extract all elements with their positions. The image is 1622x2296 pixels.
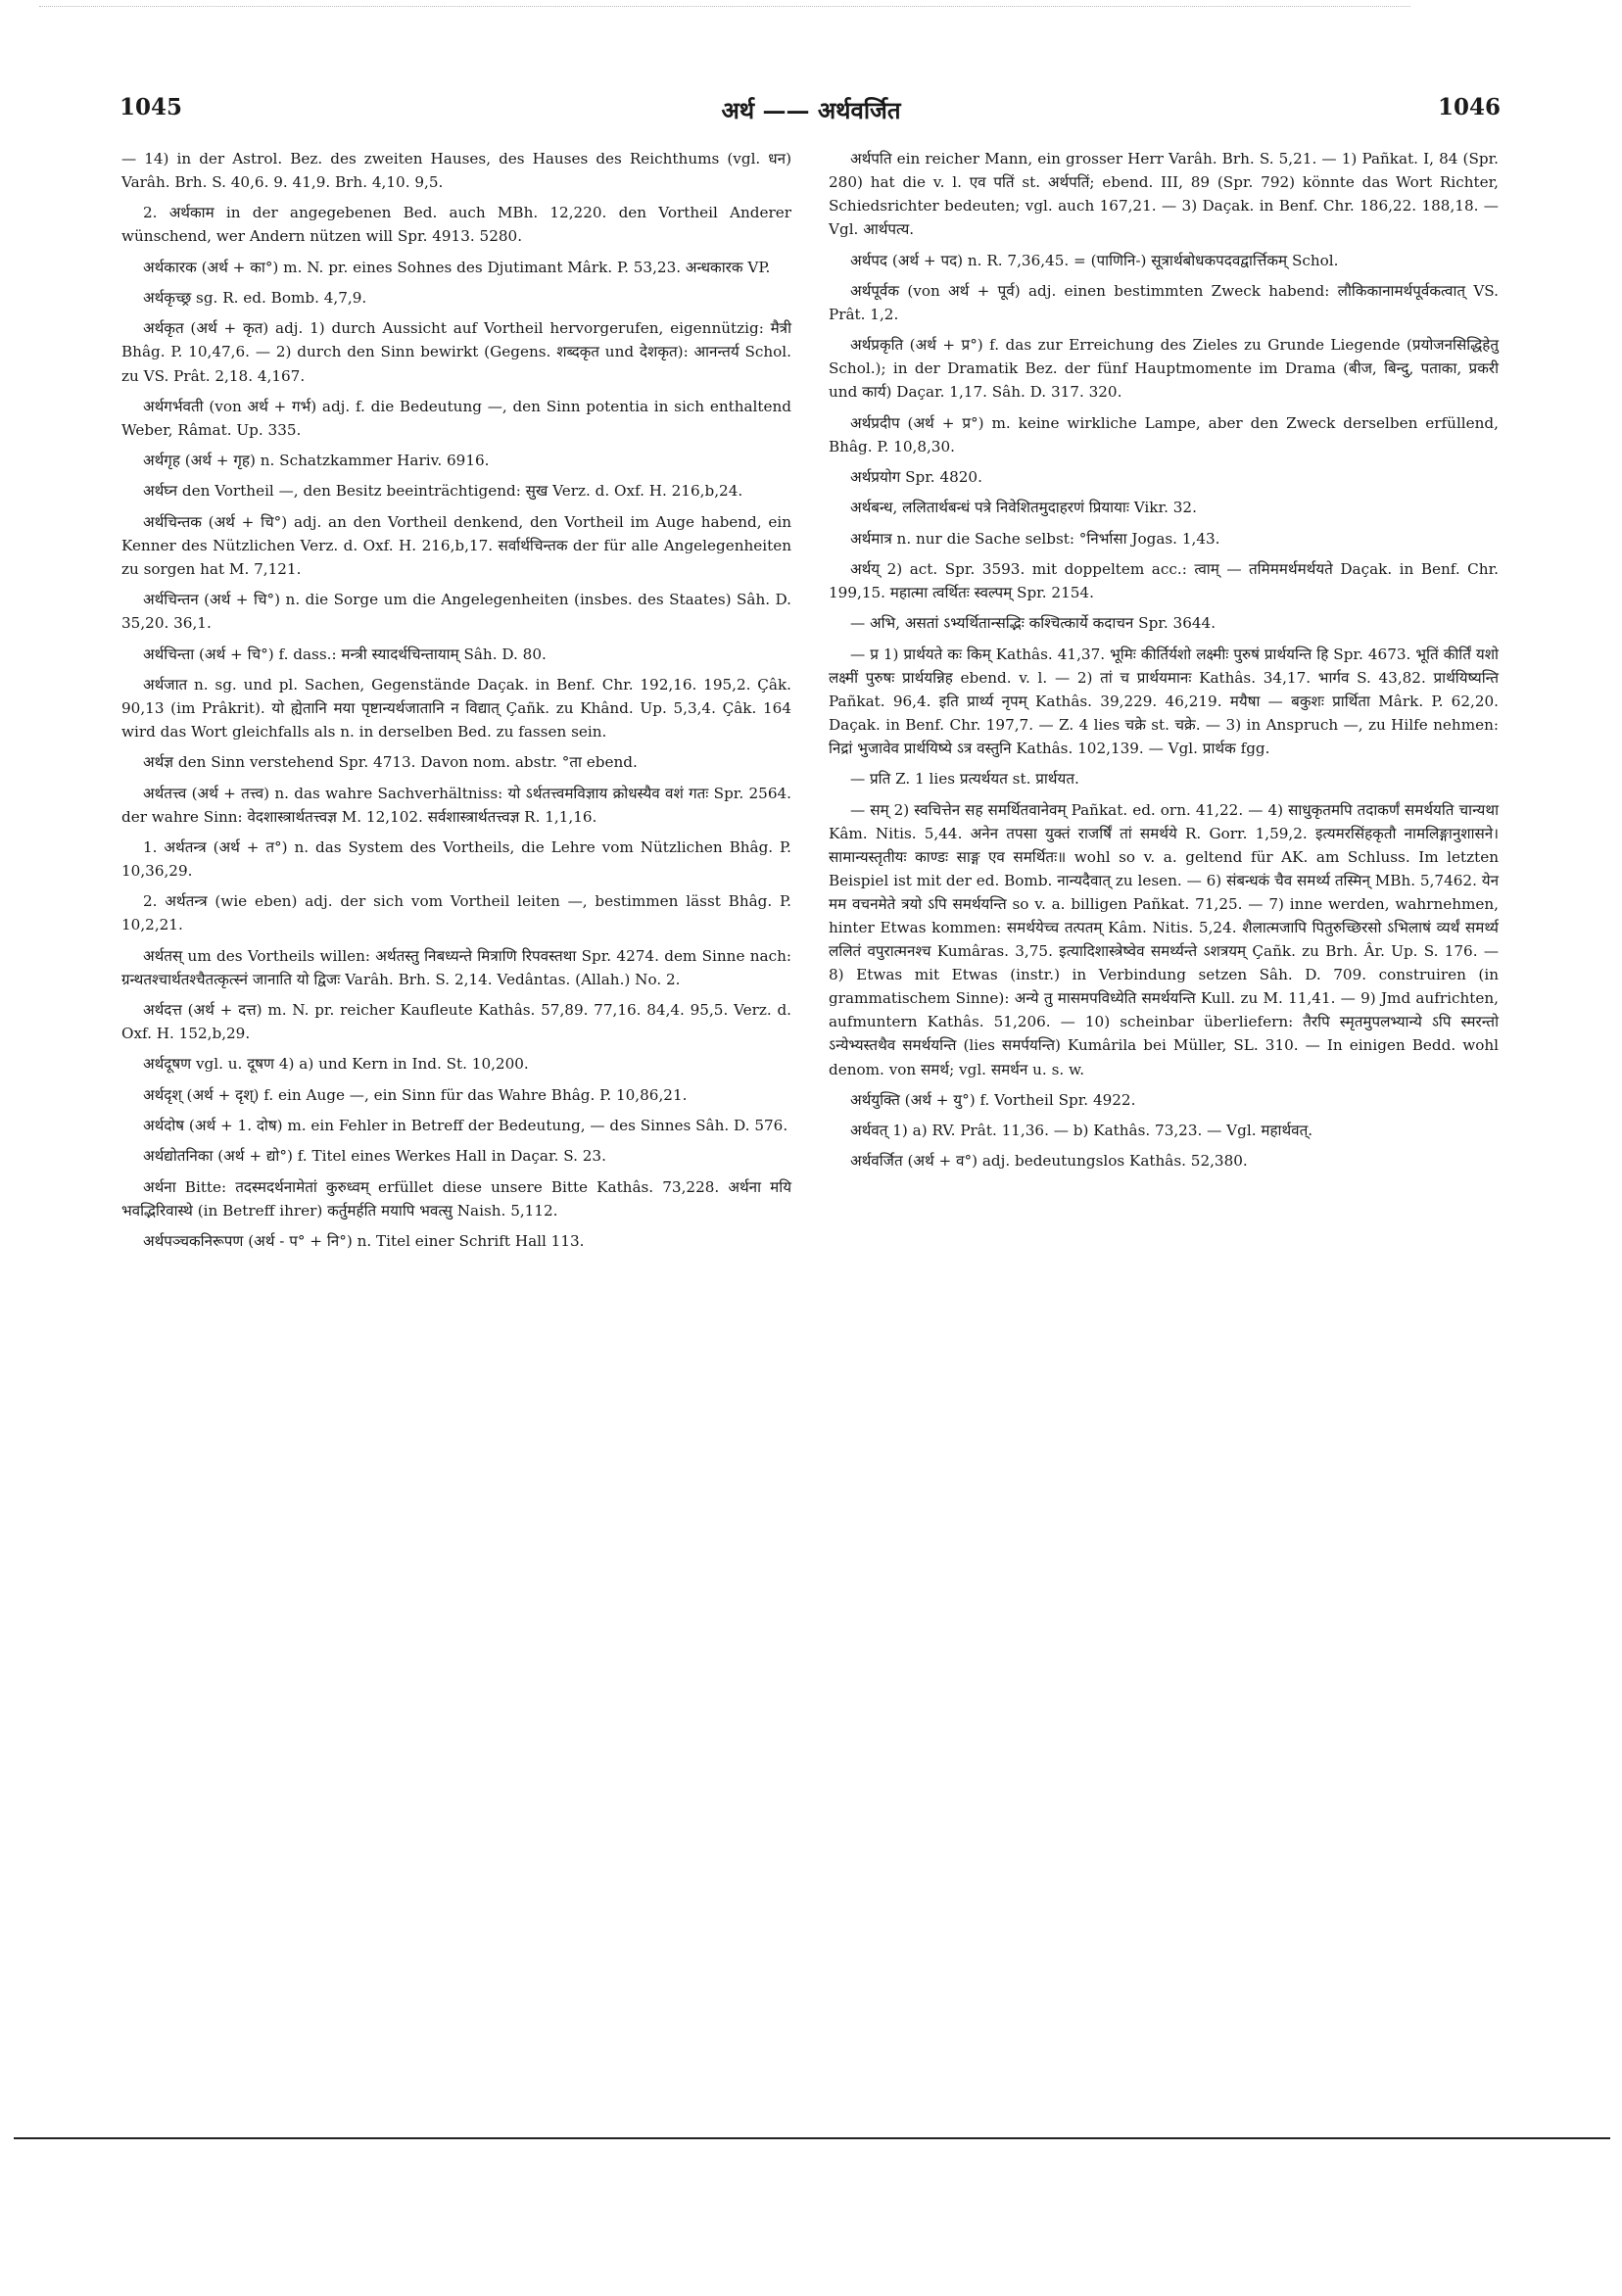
dictionary-entry: — सम् 2) स्वचित्तेन सह समर्थितवानेवम् Pañkat. ed. orn. 41,22. — 4) साधुकृतमपि तदाकर्णं समर्थयति चान्यथा Kâm. Nitis. 5,44. अनेन तपसा युक्तं राजर्षिं तां समर्थये R. Gorr. 1,59,2. इत्यमरसिंहकृतौ नामलिङ्गानुशासने। सामान्यस्तृतीयः काण्डः साङ्ग एव समर्थितः॥ wohl so v. a. geltend für AK. am Schluss. Im letzten Beispiel ist mit der ed. Bomb. नान्यदैवात् zu lesen. — 6) संबन्धकं चैव समर्थ्य तस्मिन् MBh. 5,7462. येन मम वचनमेते त्रयो ऽपि समर्थयन्ति so v. a. billigen Pañkat. 71,25. — 7) inne werden, wahrnehmen, hinter Etwas kommen: समर्थयेच्च तत्पतम् Kâm. Nitis. 5,24. शैलात्मजापि पितुरुच्छिरसो ऽभिलाषं व्यर्थं समर्थ्य ललितं वपुरात्मनश्च Kumâras. 3,75. इत्यादिशास्त्रेष्वेव समर्थ्यन्ते ऽशत्रयम् Çañk. zu Brh. Âr. Up. S. 176. — 8) Etwas mit Etwas (instr.) in Verbindung setzen Sâh. D. 709. construiren (in grammatischem Sinne): अन्ये तु मासमपविध्येति समर्थयन्ति Kull. zu M. 11,41. — 9) Jmd aufrichten, aufmuntern Kathâs. 51,206. — 10) scheinbar überliefern: तैरपि स्मृतमुपलभ्यान्ये ऽपि स्मरन्तो ऽन्येभ्यस्तथैव समर्थयन्ति (lies समर्पयन्ति) Kumârila bei Müller, SL. 310. — In einigen Bedd. wohl denom. von समर्थ; vgl. समर्थन u. s. w.: [829, 800, 1499, 1078]
dictionary-entry: अर्थकारक (अर्थ + का°) m. N. pr. eines Sohnes des Djutimant Mârk. P. 53,23. अन्धकारक VP.: [143, 258, 771, 276]
dictionary-entry: — 14) in der Astrol. Bez. des zweiten Hauses, des Hauses des Reichthums (vgl. धन) Varâh. Brh. S. 40,6. 9. 41,9. Brh. 4,10. 9,5.: [121, 150, 791, 192]
dictionary-entry: अर्थज्ञ den Sinn verstehend Spr. 4713. Davon nom. abstr. °ता ebend.: [143, 753, 638, 772]
dictionary-entry: अर्थघ्न den Vortheil —, den Besitz beeinträchtigend: सुख Verz. d. Oxf. H. 216,b,24.: [143, 482, 743, 501]
dictionary-entry: अर्थबन्ध, ललितार्थबन्धं पत्रे निवेशितमुदाहरणं प्रियायाः Vikr. 32.: [850, 499, 1197, 517]
dictionary-entry: अर्थपूर्वक (von अर्थ + पूर्व) adj. einen bestimmten Zweck habend: लौकिकानामर्थपूर्वकत्वात् VS. Prât. 1,2.: [829, 281, 1499, 323]
left-page-number: 1045: [119, 94, 183, 120]
dictionary-entry: अर्थकृत (अर्थ + कृत) adj. 1) durch Aussicht auf Vortheil hervorgerufen, eigennützig: मैत्री Bhâg. P. 10,47,6. — 2) durch den Sinn bewirkt (Gegens. शब्दकृत und देशकृत): आनन्तर्य Schol. zu VS. Prât. 2,18. 4,167.: [121, 319, 791, 385]
dictionary-entry: 1. अर्थतन्त्र (अर्थ + त°) n. das System des Vortheils, die Lehre vom Nützlichen Bhâg. P. 10,36,29.: [121, 837, 791, 881]
right-page-number: 1046: [1438, 94, 1502, 120]
dictionary-entry: — प्रति Z. 1 lies प्रत्यर्थयत st. प्रार्थयत.: [850, 770, 1079, 789]
dictionary-entry: — प्र 1) प्रार्थयते कः किम् Kathâs. 41,37. भूमिः कीर्तिर्यशो लक्ष्मीः पुरुषं प्रार्थयन्ति हि Spr. 4673. भूतिं कीर्तिं यशो लक्ष्मीं पुरुषः प्रार्थयन्निह ebend. v. l. — 2) तां च प्रार्थयमानः Kathâs. 34,17. भार्गव S. 43,82. प्रार्थयिष्यन्ति Pañkat. 96,4. इति प्रार्थ्य नृपम् Kathâs. 39,229. 46,219. मयैषा — बकुशः प्रार्थिता Mârk. P. 62,20. Daçak. in Benf. Chr. 197,7. — Z. 4 lies चक्रे st. चक्रे. — 3) in Anspruch —, zu Hilfe nehmen: निद्रां भुजावेव प्रार्थयिष्ये ऽत्र वस्तुनि Kathâs. 102,139. — Vgl. प्रार्थक fgg.: [829, 645, 1499, 757]
dictionary-entry: अर्थवत् 1) a) RV. Prât. 11,36. — b) Kathâs. 73,23. — Vgl. महार्थवत्.: [850, 1122, 1313, 1140]
dictionary-entry: अर्थचिन्ता (अर्थ + चि°) f. dass.: मन्त्री स्यादर्थचिन्तायाम् Sâh. D. 80.: [143, 645, 547, 663]
dictionary-entry: अर्थपति ein reicher Mann, ein grosser Herr Varâh. Brh. S. 5,21. — 1) Pañkat. I, 84 (Spr. 280) hat die v. l. एव पतिं st. अर्थपतिं; ebend. III, 89 (Spr. 792) könnte das Wort Richter, Schiedsrichter bedeuten; vgl. auch 167,21. — 3) Daçak. in Benf. Chr. 186,22. 188,18. — Vgl. आर्थपत्य.: [829, 150, 1499, 239]
bottom-rule: [14, 2137, 1610, 2139]
dictionary-entry: अर्थपद (अर्थ + पद) n. R. 7,36,45. = (पाणिनि-) सूत्रार्थबोधकपदवद्वार्त्तिकम् Schol.: [850, 251, 1339, 269]
dictionary-entry: अर्थचिन्तक (अर्थ + चि°) adj. an den Vortheil denkend, den Vortheil im Auge habend, ein Kenner des Nützlichen Verz. d. Oxf. H. 216,b,17. सर्वार्थचिन्तक der für alle Angelegenheiten zu sorgen hat M. 7,121.: [121, 512, 791, 578]
dictionary-entry: अर्थदोष (अर्थ + 1. दोष) m. ein Fehler in Betreff der Bedeutung, — des Sinnes Sâh. D. 576.: [143, 1117, 788, 1135]
dictionary-entry: 2. अर्थतन्त्र (wie eben) adj. der sich vom Vortheil leiten —, bestimmen lässt Bhâg. P. 10,2,21.: [121, 892, 791, 934]
dictionary-entry: 2. अर्थकाम in der angegebenen Bed. auch MBh. 12,220. den Vortheil Anderer wünschend, wer Andern nützen will Spr. 4913. 5280.: [121, 204, 791, 246]
dictionary-entry: अर्थगर्भवती (von अर्थ + गर्भ) adj. f. die Bedeutung —, den Sinn potentia in sich enthaltend Weber, Râmat. Up. 335.: [121, 397, 791, 439]
dictionary-entry: अर्थतत्त्व (अर्थ + तत्त्व) n. das wahre Sachverhältniss: यो ऽर्थतत्त्वमविज्ञाय क्रोधस्यैव वशं गतः Spr. 2564. der wahre Sinn: वेदशास्त्रार्थतत्त्वज्ञ M. 12,102. सर्वशास्त्रार्थतत्त्वज्ञ R. 1,1,16.: [121, 784, 791, 826]
scan-edge-marks: [39, 6, 1410, 13]
dictionary-entry: अर्थजात n. sg. und pl. Sachen, Gegenstände Daçak. in Benf. Chr. 192,16. 195,2. Çâk. 90,13 (im Prâkrit). यो ह्येतानि मया पृष्टान्यर्थजातानि न विद्यात् Çañk. zu Khând. Up. 5,3,4. Çâk. 164 wird das Wort gleichfalls als n. in derselben Bed. zu fassen sein.: [121, 675, 791, 741]
dictionary-entry: अर्थतस् um des Vortheils willen: अर्थतस्तु निबध्यन्ते मित्राणि रिपवस्तथा Spr. 4274. dem Sinne nach: ग्रन्थतश्चार्थतश्चैतत्कृत्स्नं जानाति यो द्विजः Varâh. Brh. S. 2,14. Vedântas. (Allah.) No. 2.: [121, 946, 791, 988]
dictionary-entry: अर्थपञ्चकनिरूपण (अर्थ - प° + नि°) n. Titel einer Schrift Hall 113.: [143, 1231, 585, 1250]
right-column: [829, 147, 1499, 1180]
dictionary-entry: अर्थद्योतनिका (अर्थ + द्यो°) f. Titel eines Werkes Hall in Daçar. S. 23.: [143, 1147, 606, 1166]
dictionary-entry: अर्थप्रकृति (अर्थ + प्र°) f. das zur Erreichung des Zieles zu Grunde Liegende (प्रयोजनसिद्धिहेतु Schol.); in der Dramatik Bez. der fünf Hauptmomente im Drama (बीज, बिन्दु, पताका, प्रकरी und कार्य) Daçar. 1,17. Sâh. D. 317. 320.: [829, 336, 1499, 402]
dictionary-entry: अर्थदत्त (अर्थ + दत्त) m. N. pr. reicher Kaufleute Kathâs. 57,89. 77,16. 84,4. 95,5. Verz. d. Oxf. H. 152,b,29.: [121, 1001, 791, 1043]
dictionary-entry: — अभि, असतां ऽभ्यर्थितान्सद्भिः कश्चित्कार्ये कदाचन Spr. 3644.: [850, 614, 1216, 633]
left-column: [121, 147, 791, 1260]
dictionary-entry: अर्थचिन्तन (अर्थ + चि°) n. die Sorge um die Angelegenheiten (insbes. des Staates) Sâh. D. 35,20. 36,1.: [121, 591, 791, 633]
dictionary-entry: अर्थप्रदीप (अर्थ + प्र°) m. keine wirkliche Lampe, aber den Zweck derselben erfüllend, Bhâg. P. 10,8,30.: [829, 413, 1499, 455]
dictionary-entry: अर्थवर्जित (अर्थ + व°) adj. bedeutungslos Kathâs. 52,380.: [850, 1152, 1248, 1171]
dictionary-entry: अर्थय् 2) act. Spr. 3593. mit doppeltem acc.: त्वाम् — तमिममर्थमर्थयते Daçak. in Benf. Chr. 199,15. महात्मा त्वर्थितः स्वल्पम् Spr. 2154.: [829, 559, 1499, 601]
dictionary-entry: अर्थप्रयोग Spr. 4820.: [850, 468, 982, 487]
dictionary-entry: अर्थयुक्ति (अर्थ + यु°) f. Vortheil Spr. 4922.: [850, 1090, 1136, 1109]
dictionary-entry: अर्थमात्र n. nur die Sache selbst: °निर्भासा Jogas. 1,43.: [850, 529, 1220, 548]
dictionary-entry: अर्थकृच्छ्र sg. R. ed. Bomb. 4,7,9.: [143, 289, 367, 308]
dictionary-entry: अर्थदूषण vgl. u. दूषण 4) a) und Kern in Ind. St. 10,200.: [143, 1055, 529, 1074]
dictionary-entry: अर्थगृह (अर्थ + गृह) n. Schatzkammer Hariv. 6916.: [143, 452, 490, 470]
running-header: अर्थ —— अर्थवर्जित: [721, 96, 901, 124]
dictionary-entry: अर्थना Bitte: तदस्मदर्थनामेतां कुरुध्वम् erfüllet diese unsere Bitte Kathâs. 73,228. अर्थना मयि भवद्भिरिवास्थे (in Betreff ihrer) कर्तुमर्हति मयापि भवत्सु Naish. 5,112.: [121, 1177, 791, 1220]
dictionary-entry: अर्थदृश् (अर्थ + दृश्) f. ein Auge —, ein Sinn für das Wahre Bhâg. P. 10,86,21.: [143, 1085, 688, 1104]
